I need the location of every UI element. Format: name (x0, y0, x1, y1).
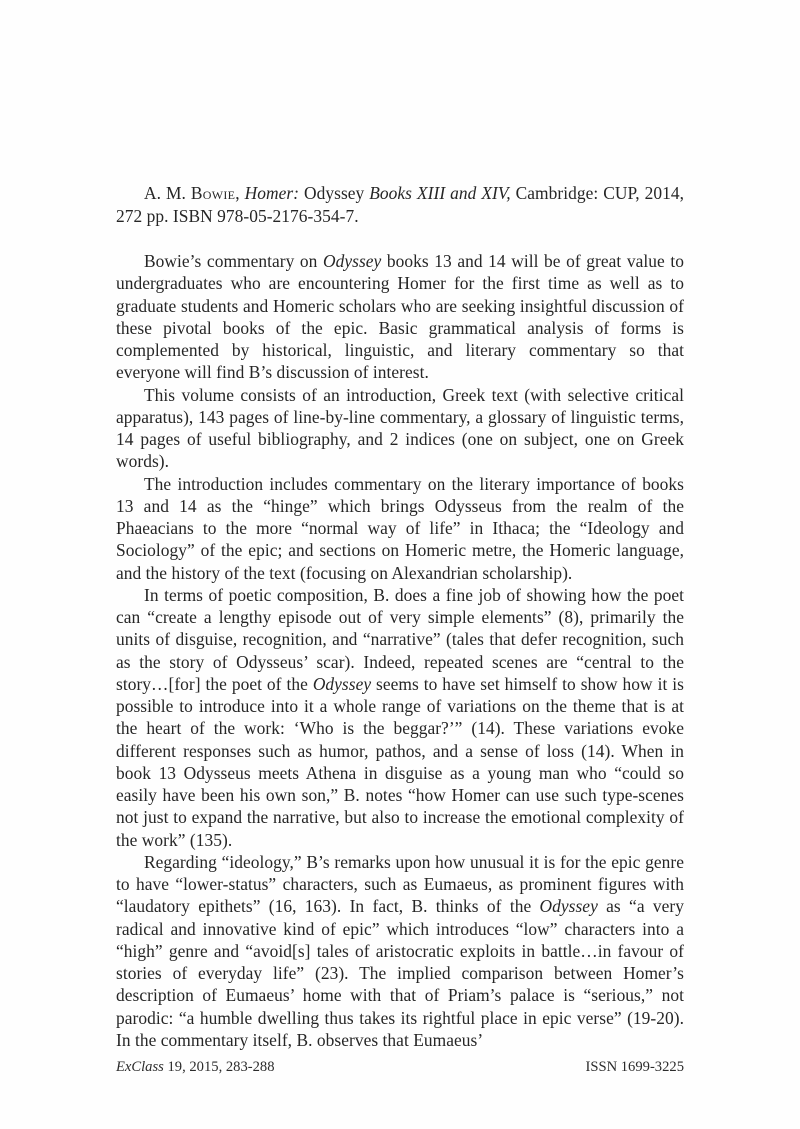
text-run-italic: Odyssey (323, 251, 382, 272)
bib-author-initials: A. M. (144, 183, 191, 203)
bib-publication-info: Cambridge: CUP, 2014, 272 pp. ISBN 978-05-2176-354-7. (116, 183, 685, 226)
bib-title-italic-primary: Homer: (244, 183, 300, 203)
bib-author-comma: , (235, 183, 245, 203)
paragraph-4 (116, 584, 684, 851)
text-run-italic: Odyssey (539, 896, 598, 917)
paragraph-1 (116, 250, 684, 384)
paragraph-2 (116, 384, 684, 473)
page-footer (116, 1058, 684, 1076)
bib-title-italic-secondary: Books XIII and XIV, (369, 183, 511, 203)
text-run-italic: Odyssey (312, 673, 372, 694)
bibliographic-header (116, 182, 684, 227)
text-run: Regarding “ideology,” B’s remarks upon how unusual it is for the epic genre to have “lower-status” characters, such as Eumaeus, as prominent figures with “laudatory epithets” (16, 163). In fact, B. thinks of the (116, 851, 684, 917)
footer-journal-name: ExClass (116, 1059, 164, 1075)
text-run: as “a very radical and innovative kind of epic” which introduces “low” characters into a “high” genre and “avoid[s] tales of aristocratic exploits in battle…in favour of stories of everyday life” (23). The implied comparison between Homer’s description of Eumaeus’ home with that of Priam’s palace is “serious,” not parodic: “a humble dwelling thus takes its rightful place in epic verse” (19-20). In the commentary itself, B. observes that Eumaeus’ (116, 896, 684, 1050)
bib-title-plain: Odyssey (299, 183, 370, 203)
text-run: seems to have set himself to show how it is possible to introduce into it a whole range of variations on the theme that is at the heart of the work: ‘Who is the beggar?’” (14). These variations evoke different responses such as humor, pathos, and a sense of loss (14). When in book 13 Odysseus meets Athena in disguise as a young man who “could so easily have been his own son,” B. notes “how Homer can use such type-scenes not just to expand the narrative, but also to increase the emotional complexity of the work” (135). (116, 673, 684, 850)
page-content (116, 182, 684, 1051)
text-run: Bowie’s commentary on (144, 251, 323, 272)
footer-citation-detail: 19, 2015, 283-288 (163, 1059, 275, 1075)
text-run: In terms of poetic composition, B. does a fine job of showing how the poet can “create a lengthy episode out of very simple elements” (8), primarily the units of disguise, recognition, and “narrative” (tales that defer recognition, such as the story of Odysseus’ scar). Indeed, repeated scenes are “central to the story…[for] the poet of the (116, 584, 684, 694)
text-run: The introduction includes commentary on the literary importance of books 13 and 14 as the “hinge” which brings Odysseus from the realm of the Phaeacians to the more “normal way of life” in Ithaca; the “Ideology and Sociology” of the epic; and sections on Homeric metre, the Homeric language, and the history of the text (focusing on Alexandrian scholarship). (116, 473, 684, 583)
paragraph-3 (116, 473, 684, 584)
paragraph-5 (116, 851, 684, 1051)
review-body (116, 250, 684, 1051)
footer-citation (116, 1058, 275, 1076)
footer-issn: ISSN 1699-3225 (585, 1059, 684, 1075)
text-run: This volume consists of an introduction, Greek text (with selective critical apparatus), 143 pages of line-by-line commentary, a glossary of linguistic terms, 14 pages of useful bibliography, and 2 indices (one on subject, one on Greek words). (116, 384, 684, 472)
bib-author-surname: Bowie (190, 183, 236, 203)
text-run: books 13 and 14 will be of great value to undergraduates who are encountering Homer for the first time as well as to graduate students and Homeric scholars who are seeking insightful discussion of these pivotal books of the epic. Basic grammatical analysis of forms is complemented by historical, linguistic, and literary commentary so that everyone will find B’s discussion of interest. (116, 251, 684, 383)
